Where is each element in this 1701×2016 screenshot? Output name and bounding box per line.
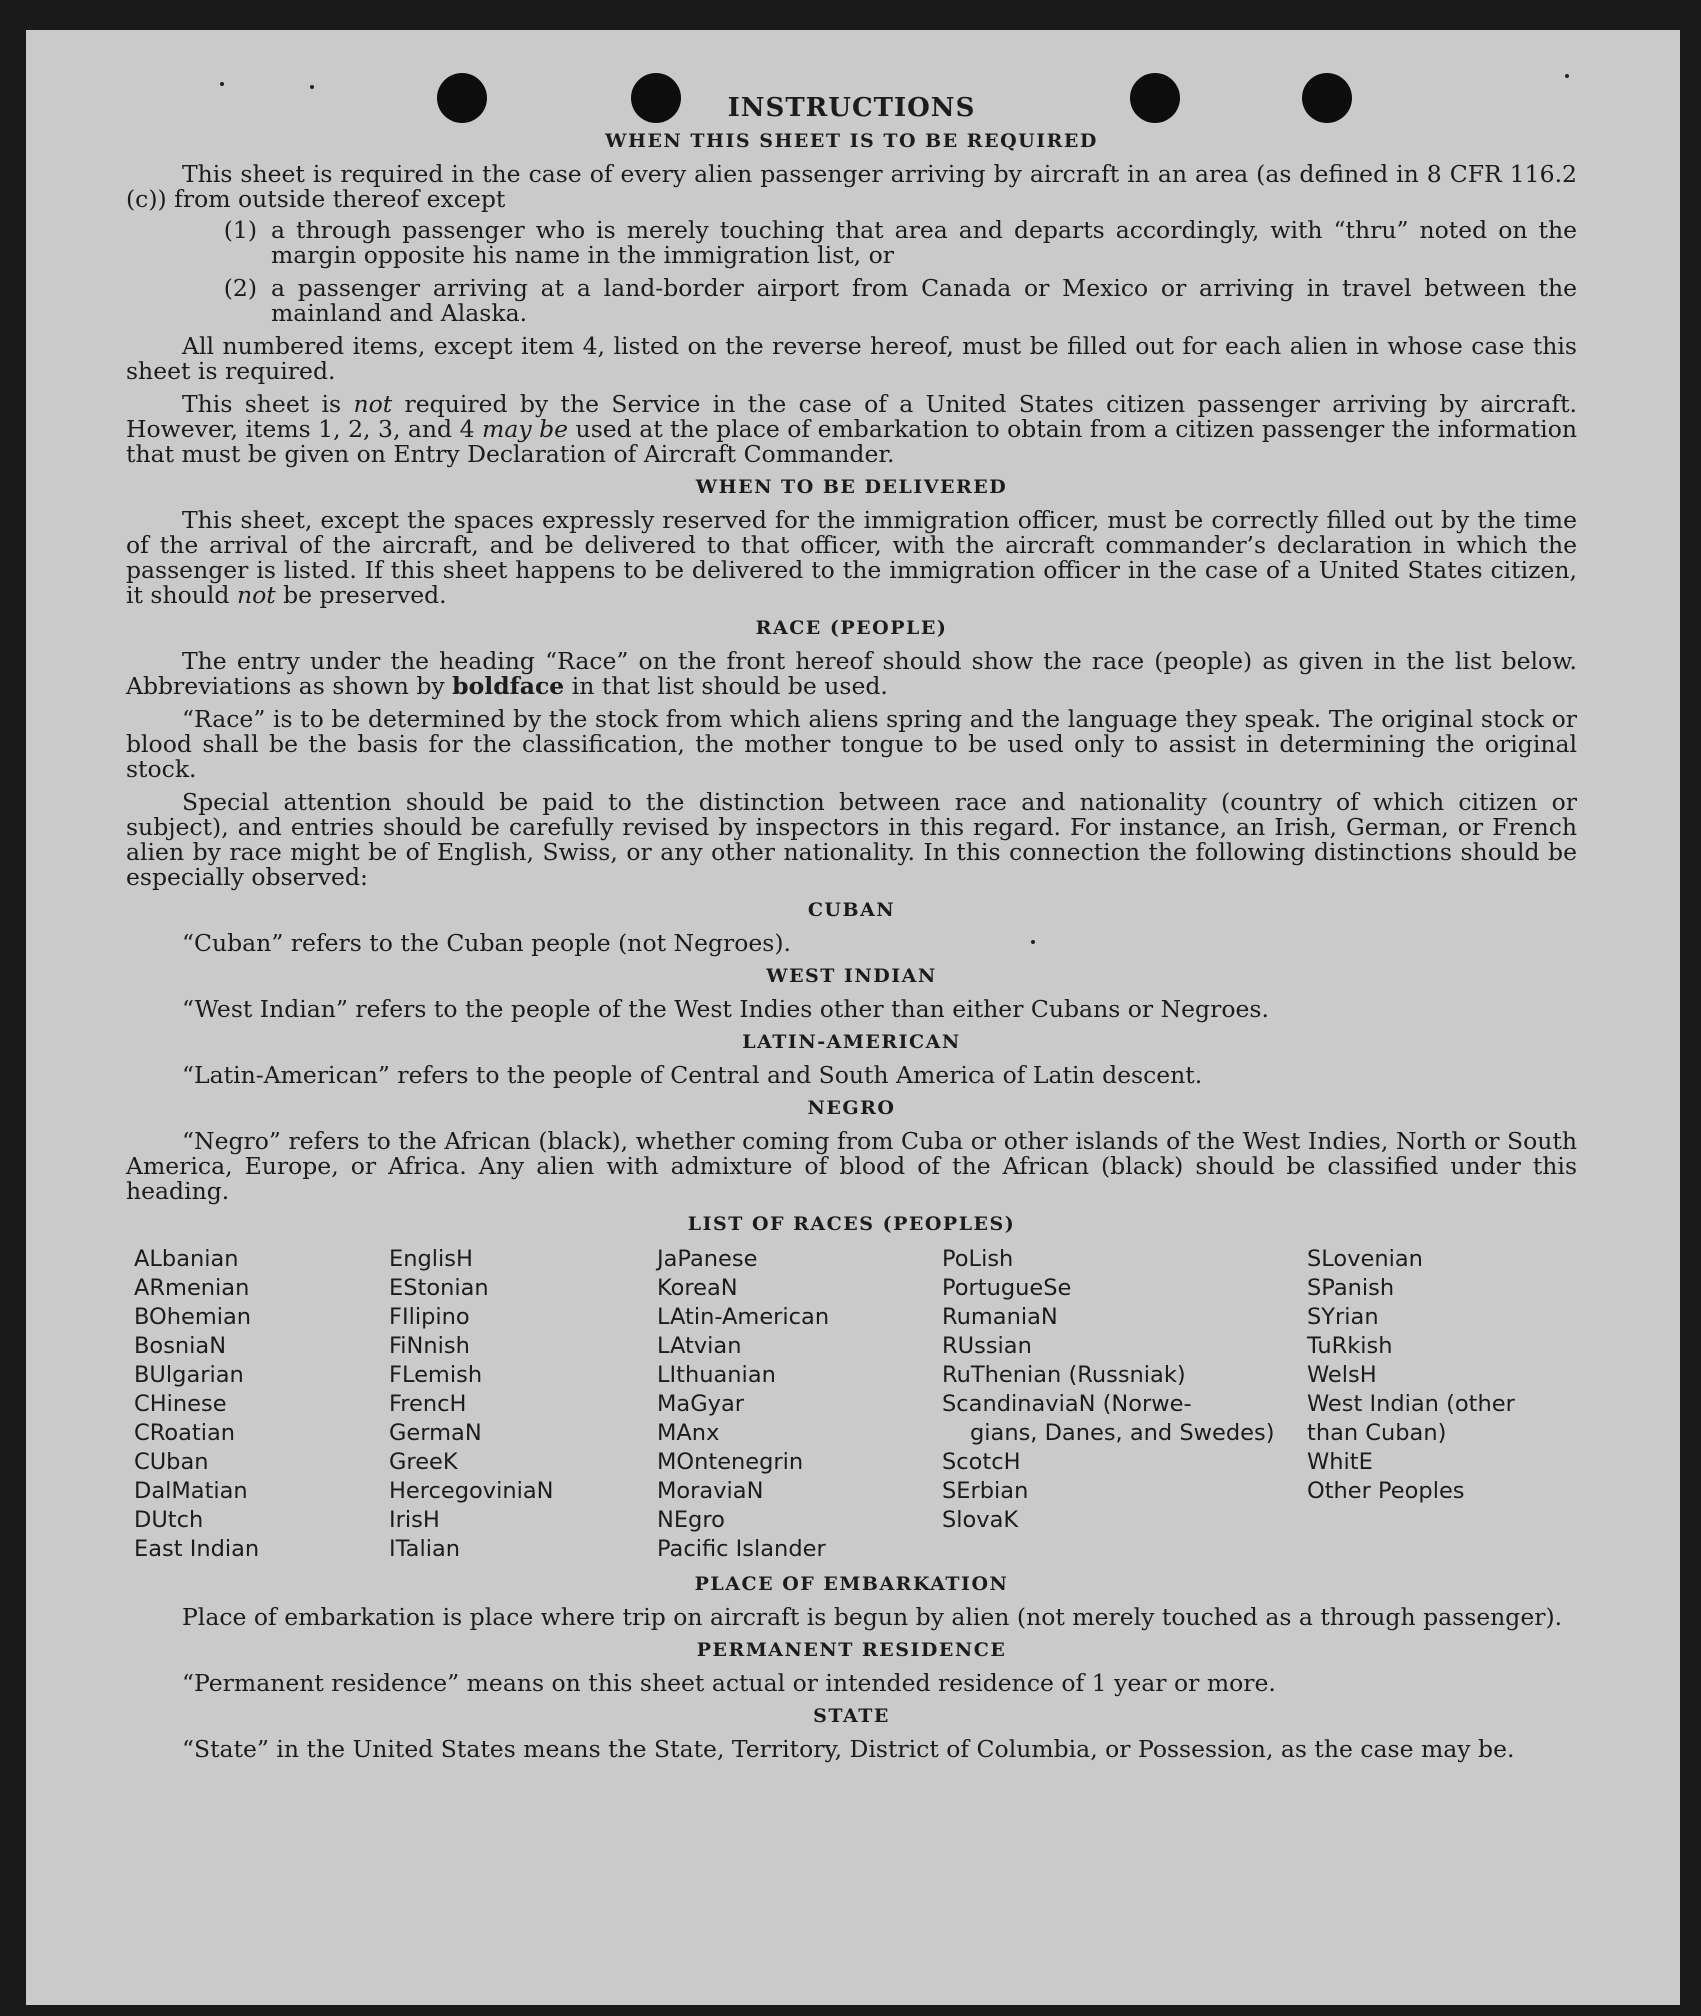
ink-speck (310, 85, 314, 89)
race-entry: ScotcH (942, 1449, 1021, 1475)
heading-list-of-races: LIST OF RACES (PEOPLES) (687, 1213, 1016, 1235)
race-entry: PortugueSe (942, 1275, 1072, 1301)
race-entry: BosniaN (134, 1333, 227, 1359)
para-west-indian: “West Indian” refers to the people of the West Indies other than either Cubans or Negroes. (182, 995, 1269, 1023)
race-entry: MOntenegrin (657, 1449, 804, 1475)
race-entry: LIthuanian (657, 1362, 776, 1388)
race-entry: SlovaK (942, 1507, 1019, 1533)
race-entry: East Indian (134, 1536, 260, 1562)
race-entry: NEgro (657, 1507, 725, 1533)
race-entry: DUtch (134, 1507, 204, 1533)
item-text: a through passenger who is merely touching that area and departs accordingly, with “thru” noted on the margin opposite his name in the immigration list, or (271, 216, 1577, 269)
races-column-4-top (942, 1245, 1307, 1419)
race-entry: SYrian (1307, 1304, 1379, 1330)
races-column-4-bottom (942, 1448, 1307, 1535)
para-delivered: This sheet, except the spaces expressly reserved for the immigration officer, must be correctly filled out by the time of the arrival of the aircraft, and be delivered to that officer, with the aircraft commander’s declaration in which the passenger is listed. If this sheet happens to be delivered to the immigration officer in the case of a United States citizen, it should not be preserved. (126, 506, 1577, 609)
race-entry: ARmenian (134, 1275, 250, 1301)
race-entry: CRoatian (134, 1420, 236, 1446)
instruction-sheet (26, 30, 1680, 2005)
race-entry: SErbian (942, 1478, 1029, 1504)
races-column-5 (1307, 1245, 1585, 1564)
page-title: INSTRUCTIONS (727, 93, 976, 123)
instructions-content (126, 93, 1577, 1770)
heading-west-indian: WEST INDIAN (766, 965, 937, 987)
race-entry: Other Peoples (1307, 1478, 1465, 1504)
race-entry: RUssian (942, 1333, 1032, 1359)
race-entry: JaPanese (657, 1246, 758, 1272)
para-numbered-items: All numbered items, except item 4, listed on the reverse hereof, must be filled out for each alien in whose case this sheet is required. (126, 332, 1577, 385)
para-race-stock: “Race” is to be determined by the stock from which aliens spring and the language they speak. The original stock or blood shall be the basis for the classification, the mother tongue to be used only to assist in determining the original stock. (126, 705, 1577, 783)
races-column-5-bottom (1307, 1448, 1585, 1506)
heading-when-required: WHEN THIS SHEET IS TO BE REQUIRED (605, 130, 1098, 152)
race-entry: Pacific Islander (657, 1536, 826, 1562)
races-column-5-top (1307, 1245, 1585, 1419)
race-entry: SPanish (1307, 1275, 1395, 1301)
race-entry: RumaniaN (942, 1304, 1058, 1330)
race-entry: BUlgarian (134, 1362, 244, 1388)
race-entry: IrisH (389, 1507, 440, 1533)
para-cuban: “Cuban” refers to the Cuban people (not Negroes). (182, 929, 792, 957)
race-entry: PoLish (942, 1246, 1014, 1272)
heading-embarkation: PLACE OF EMBARKATION (694, 1573, 1009, 1595)
race-entry: KoreaN (657, 1275, 738, 1301)
race-entry: WelsH (1307, 1362, 1377, 1388)
exception-item-2 (126, 276, 1577, 326)
races-column-1 (134, 1245, 389, 1564)
para-race-entry: The entry under the heading “Race” on the front hereof should show the race (people) as given in the list below. Abbreviations as shown by boldface in that list should be used. (126, 647, 1577, 700)
race-entry: FrencH (389, 1391, 467, 1417)
ink-speck (220, 82, 224, 86)
item-text: a passenger arriving at a land-border airport from Canada or Mexico or arriving in travel between the mainland and Alaska. (271, 274, 1577, 327)
race-entry-continued: than Cuban) (1307, 1420, 1447, 1446)
para-race-nationality: Special attention should be paid to the distinction between race and nationality (country of which citizen or subject), and entries should be carefully revised by inspectors in this regard. For instance, an Irish, German, or French alien by race might be of English, Swiss, or any other nationality. In this connection the following distinctions should be especially observed: (126, 788, 1577, 891)
heading-negro: NEGRO (807, 1097, 896, 1119)
race-entry: GermaN (389, 1420, 482, 1446)
race-entry: West Indian (other (1307, 1391, 1515, 1417)
race-entry: MAnx (657, 1420, 720, 1446)
race-entry: MoraviaN (657, 1478, 764, 1504)
item-number: (1) (223, 216, 257, 244)
race-entry: GreeK (389, 1449, 458, 1475)
para-embarkation: Place of embarkation is place where trip on aircraft is begun by alien (not merely touched as a through passenger). (182, 1603, 1563, 1631)
race-entry-continued: gians, Danes, and Swedes) (970, 1420, 1275, 1446)
para-negro: “Negro” refers to the African (black), whether coming from Cuba or other islands of the West Indies, North or South America, Europe, or Africa. Any alien with admixture of blood of the African (black) should be classified under this heading. (126, 1127, 1577, 1205)
para-required-intro: This sheet is required in the case of every alien passenger arriving by aircraft in an area (as defined in 8 CFR 116.2 (c)) from outside thereof except (126, 160, 1577, 213)
heading-latin-american: LATIN-AMERICAN (742, 1031, 961, 1053)
para-citizen: This sheet is not required by the Service in the case of a United States citizen passenger arriving by aircraft. However, items 1, 2, 3, and 4 may be used at the place of embarkation to obtain from a citizen passenger the information that must be given on Entry Declaration of Aircraft Commander. (126, 390, 1577, 468)
race-entry: ScandinaviaN (Norwe- (942, 1391, 1192, 1417)
race-entry: CHinese (134, 1391, 227, 1417)
race-entry: SLovenian (1307, 1246, 1423, 1272)
heading-permanent-residence: PERMANENT RESIDENCE (696, 1639, 1007, 1661)
race-entry: MaGyar (657, 1391, 744, 1417)
heading-race: RACE (PEOPLE) (755, 617, 948, 639)
race-entry: ALbanian (134, 1246, 239, 1272)
heading-state: STATE (813, 1705, 890, 1727)
para-state: “State” in the United States means the State, Territory, District of Columbia, or Possession, as the case may be. (182, 1735, 1515, 1763)
race-entry: BOhemian (134, 1304, 252, 1330)
race-entry: FLemish (389, 1362, 483, 1388)
ink-speck (1565, 74, 1569, 78)
item-number: (2) (223, 274, 257, 302)
races-column-4 (942, 1245, 1307, 1564)
para-permanent-residence: “Permanent residence” means on this sheet actual or intended residence of 1 year or more. (182, 1669, 1276, 1697)
race-entry: RuThenian (Russniak) (942, 1362, 1186, 1388)
race-entry: TuRkish (1307, 1333, 1393, 1359)
race-entry: LAtin-American (657, 1304, 830, 1330)
race-entry: FiNnish (389, 1333, 470, 1359)
race-entry: HercegoviniaN (389, 1478, 554, 1504)
race-entry: DalMatian (134, 1478, 248, 1504)
heading-cuban: CUBAN (807, 899, 896, 921)
races-column-3 (657, 1245, 942, 1564)
para-latin-american: “Latin-American” refers to the people of Central and South America of Latin descent. (182, 1061, 1203, 1089)
race-entry: ITalian (389, 1536, 460, 1562)
races-list (134, 1245, 1577, 1564)
race-entry: EStonian (389, 1275, 489, 1301)
heading-when-delivered: WHEN TO BE DELIVERED (695, 476, 1008, 498)
race-entry: LAtvian (657, 1333, 742, 1359)
race-entry: WhitE (1307, 1449, 1373, 1475)
race-entry: CUban (134, 1449, 209, 1475)
race-entry: FIlipino (389, 1304, 470, 1330)
race-entry: EnglisH (389, 1246, 473, 1272)
exception-item-1 (126, 218, 1577, 268)
races-column-2 (389, 1245, 657, 1564)
